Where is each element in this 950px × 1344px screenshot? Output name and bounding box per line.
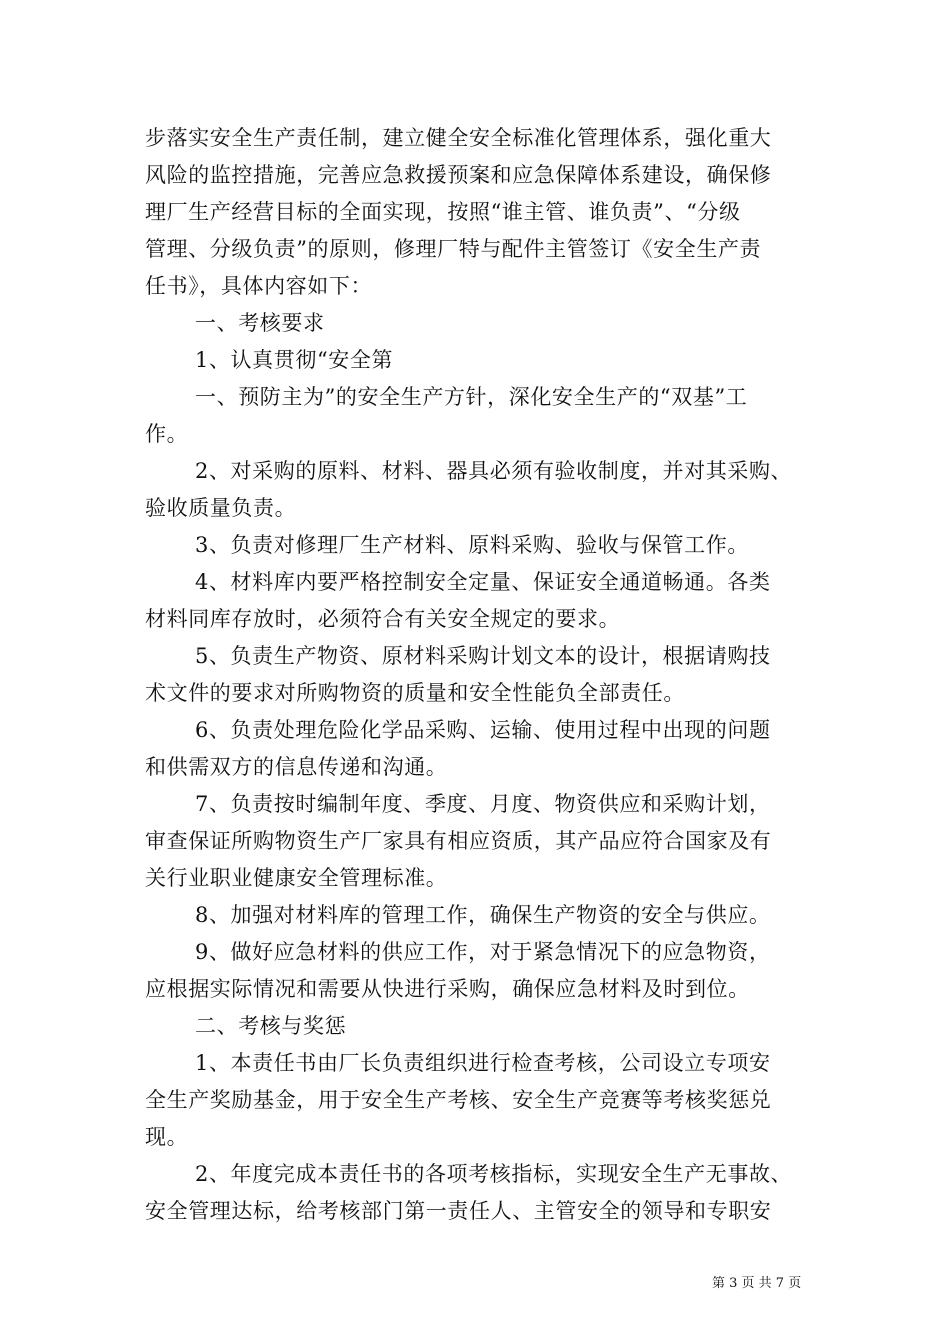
text-line: 全生产奖励基金，用于安全生产考核、安全生产竞赛等考核奖惩兑 bbox=[145, 1088, 772, 1112]
text-line: 作。 bbox=[145, 422, 189, 446]
text-line: 验收质量负责。 bbox=[145, 496, 297, 520]
text-line: 8、加强对材料库的管理工作，确保生产物资的安全与供应。 bbox=[195, 903, 771, 927]
section-heading: 二、考核与奖惩 bbox=[195, 1014, 347, 1038]
text-line: 材料同库存放时，必须符合有关安全规定的要求。 bbox=[145, 607, 621, 631]
text-line: 一、预防主为”的安全生产方针，深化安全生产的“双基”工 bbox=[195, 385, 748, 409]
text-line: 6、负责处理危险化学品采购、运输、使用过程中出现的问题 bbox=[195, 718, 771, 742]
text-line: 4、材料库内要严格控制安全定量、保证安全通道畅通。各类 bbox=[195, 570, 771, 594]
text-line: 安全管理达标，给考核部门第一责任人、主管安全的领导和专职安 bbox=[145, 1199, 772, 1223]
text-line: 5、负责生产物资、原材料采购计划文本的设计，根据请购技 bbox=[195, 644, 771, 668]
text-line: 9、做好应急材料的供应工作，对于紧急情况下的应急物资， bbox=[195, 940, 771, 964]
text-line: 2、年度完成本责任书的各项考核指标，实现安全生产无事故、 bbox=[195, 1162, 793, 1186]
text-line: 关行业职业健康安全管理标准。 bbox=[145, 866, 448, 890]
text-line: 2、对采购的原料、材料、器具必须有验收制度，并对其采购、 bbox=[195, 459, 793, 483]
text-line: 理厂生产经营目标的全面实现，按照“谁主管、谁负责”、“分级 bbox=[145, 200, 741, 224]
text-line: 3、负责对修理厂生产材料、原料采购、验收与保管工作。 bbox=[195, 533, 749, 557]
text-line: 术文件的要求对所购物资的质量和安全性能负全部责任。 bbox=[145, 681, 685, 705]
text-line: 审查保证所购物资生产厂家具有相应资质，其产品应符合国家及有 bbox=[145, 829, 772, 853]
text-line: 管理、分级负责”的原则，修理厂特与配件主管签订《安全生产责 bbox=[145, 237, 762, 261]
text-line: 应根据实际情况和需要从快进行采购，确保应急材料及时到位。 bbox=[145, 977, 750, 1001]
text-line: 步落实安全生产责任制，建立健全安全标准化管理体系，强化重大 bbox=[145, 126, 772, 150]
text-line: 1、认真贯彻“安全第 bbox=[195, 348, 394, 372]
text-line: 1、本责任书由厂长负责组织进行检查考核，公司设立专项安 bbox=[195, 1051, 771, 1075]
text-line: 现。 bbox=[145, 1125, 189, 1149]
text-line: 风险的监控措施，完善应急救援预案和应急保障体系建设，确保修 bbox=[145, 163, 772, 187]
text-line: 任书》，具体内容如下： bbox=[145, 274, 373, 298]
text-line: 7、负责按时编制年度、季度、月度、物资供应和采购计划， bbox=[195, 792, 771, 816]
section-heading: 一、考核要求 bbox=[195, 311, 325, 335]
page-number: 第 3 页 共 7 页 bbox=[712, 1276, 802, 1291]
text-line: 和供需双方的信息传递和沟通。 bbox=[145, 755, 448, 779]
